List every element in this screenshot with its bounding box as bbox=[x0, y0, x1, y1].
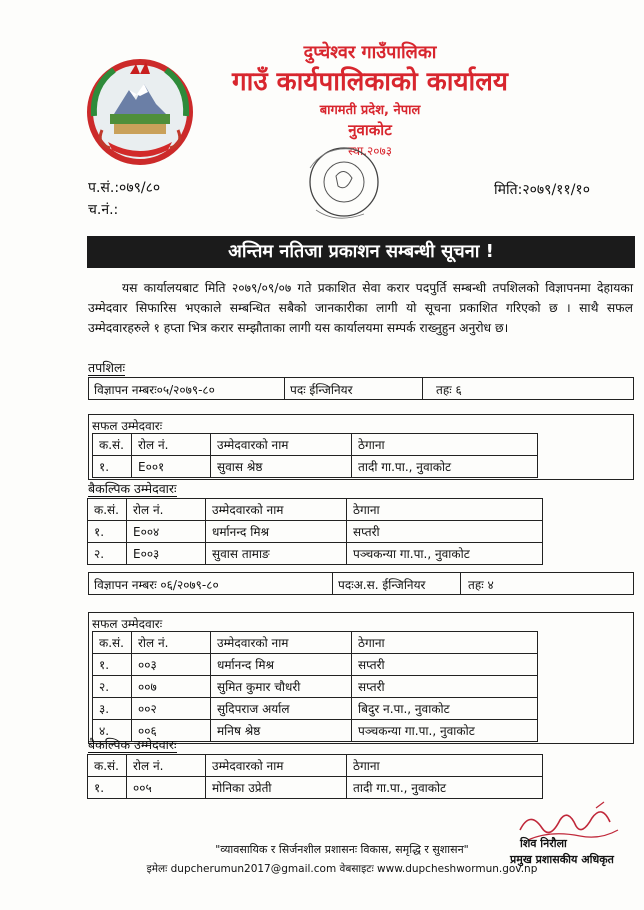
roll-cell: ००३ bbox=[132, 654, 211, 676]
table-row bbox=[88, 521, 543, 543]
col-address: ठेगाना bbox=[352, 632, 538, 654]
table-row bbox=[88, 777, 543, 799]
footer-contact: इमेलः dupcherumun2017@gmail.com वेबसाइटः www.dupcheshwormun.gov.np bbox=[146, 863, 538, 875]
address-cell: सप्तरी bbox=[352, 676, 538, 698]
roll-cell: E००१ bbox=[132, 456, 211, 478]
col-serial: क.सं. bbox=[88, 755, 127, 777]
ad2-alt-table bbox=[87, 754, 543, 799]
ad2-post: पदःअ.स. ईन्जिनियर bbox=[338, 578, 426, 592]
table-row bbox=[93, 676, 538, 698]
ad2-number: विज्ञापन नम्बरः ०६/२०७९-८० bbox=[94, 578, 219, 592]
name-cell: सुवास श्रेष्ठ bbox=[211, 456, 352, 478]
ad1-number: विज्ञापन नम्बरः०५/२०७९-८० bbox=[94, 383, 215, 397]
roll-cell: ००७ bbox=[132, 676, 211, 698]
serial-cell: २. bbox=[88, 543, 127, 565]
name-cell: मोनिका उप्रेती bbox=[206, 777, 347, 799]
footer-slogan: "व्यावसायिक र सिर्जनशील प्रशासनः विकास, समृद्धि र सुशासन" bbox=[215, 843, 469, 856]
ad2-level: तहः ४ bbox=[468, 578, 494, 592]
serial-cell: १. bbox=[93, 456, 132, 478]
address-cell: तादी गा.पा., नुवाकोट bbox=[352, 456, 538, 478]
address-cell: पञ्चकन्या गा.पा., नुवाकोट bbox=[352, 720, 538, 742]
roll-cell: E००३ bbox=[127, 543, 206, 565]
ad1-alt-label: बैकल्पिक उम्मेदवारः bbox=[88, 481, 177, 496]
col-roll: रोल नं. bbox=[127, 755, 206, 777]
table-header-row bbox=[93, 434, 538, 456]
table-row bbox=[93, 456, 538, 478]
notice-date: मिति:२०७९/११/१० bbox=[494, 182, 590, 198]
established-line: स्था.२०७३ bbox=[348, 144, 392, 158]
name-cell: मनिष श्रेष्ठ bbox=[211, 720, 352, 742]
col-roll: रोल नं. bbox=[127, 499, 206, 521]
municipality-name: दुप्चेश्वर गाउँपालिका bbox=[303, 42, 437, 63]
ad2-info-bar bbox=[88, 572, 634, 595]
province-line: बागमती प्रदेश, नेपाल bbox=[319, 103, 421, 118]
address-cell: सप्तरी bbox=[347, 521, 543, 543]
district-line: नुवाकोट bbox=[348, 121, 392, 139]
notice-body: यस कार्यालयबाट मिति २०७९/०९/०७ गते प्रकाशित सेवा करार पदपुर्ति सम्बन्धी तपशिलको विज्ञापनमा देहायका उम्मेदवार सिफारिस भएकाले सम्बन्धित सबैको जानकारीका लागी यो सूचना प्रकाशित गरिएको छ । साथै सफल उम्मेदवारहरुले १ हप्ता भित्र करार सम्झौताका लागी यस कार्यालयमा सम्पर्क राख्नुहुन अनुरोध छ। bbox=[88, 281, 633, 335]
letter-number: प.सं.:०७९/८० bbox=[88, 180, 161, 196]
details-label: तपशिलः bbox=[88, 360, 125, 375]
serial-cell: ४. bbox=[93, 720, 132, 742]
notice-title-banner: अन्तिम नतिजा प्रकाशन सम्बन्धी सूचना ! bbox=[87, 236, 635, 268]
address-cell: बिदुर न.पा., नुवाकोट bbox=[352, 698, 538, 720]
name-cell: धर्मानन्द मिश्र bbox=[211, 654, 352, 676]
ad1-success-table bbox=[92, 433, 538, 478]
table-header-row bbox=[93, 632, 538, 654]
roll-cell: ००२ bbox=[132, 698, 211, 720]
serial-cell: २. bbox=[93, 676, 132, 698]
serial-cell: १. bbox=[88, 777, 127, 799]
office-name: गाउँ कार्यपालिकाको कार्यालय bbox=[232, 67, 508, 97]
col-name: उम्मेदवारको नाम bbox=[211, 434, 352, 456]
dispatch-number: च.नं.: bbox=[88, 202, 119, 218]
serial-cell: १. bbox=[88, 521, 127, 543]
ad1-info-bar bbox=[88, 377, 634, 400]
col-name: उम्मेदवारको नाम bbox=[211, 632, 352, 654]
ad1-success-label: सफल उम्मेदवारः bbox=[92, 419, 163, 433]
ad1-level: तहः ६ bbox=[436, 383, 462, 397]
col-address: ठेगाना bbox=[352, 434, 538, 456]
name-cell: सुवास तामाङ bbox=[206, 543, 347, 565]
col-serial: क.सं. bbox=[93, 434, 132, 456]
address-cell: पञ्चकन्या गा.पा., नुवाकोट bbox=[347, 543, 543, 565]
ad1-alt-table bbox=[87, 498, 543, 565]
office-stamp bbox=[296, 138, 388, 228]
name-cell: सुमित कुमार चौधरी bbox=[211, 676, 352, 698]
table-header-row bbox=[88, 499, 543, 521]
table-row bbox=[88, 543, 543, 565]
col-address: ठेगाना bbox=[347, 755, 543, 777]
roll-cell: ००६ bbox=[132, 720, 211, 742]
address-cell: तादी गा.पा., नुवाकोट bbox=[347, 777, 543, 799]
table-header-row bbox=[88, 755, 543, 777]
col-roll: रोल नं. bbox=[132, 434, 211, 456]
roll-cell: ००५ bbox=[127, 777, 206, 799]
col-roll: रोल नं. bbox=[132, 632, 211, 654]
name-cell: सुदिपराज अर्याल bbox=[211, 698, 352, 720]
col-name: उम्मेदवारको नाम bbox=[206, 755, 347, 777]
ad2-success-table bbox=[92, 631, 538, 742]
col-name: उम्मेदवारको नाम bbox=[206, 499, 347, 521]
roll-cell: E००४ bbox=[127, 521, 206, 543]
address-cell: सप्तरी bbox=[352, 654, 538, 676]
ad2-success-label: सफल उम्मेदवारः bbox=[92, 617, 163, 631]
ad1-post: पदः ईन्जिनियर bbox=[290, 383, 353, 397]
signatory-title: प्रमुख प्रशासकीय अधिकृत bbox=[510, 853, 614, 866]
table-row bbox=[93, 654, 538, 676]
table-row bbox=[93, 698, 538, 720]
col-serial: क.सं. bbox=[88, 499, 127, 521]
col-serial: क.सं. bbox=[93, 632, 132, 654]
col-address: ठेगाना bbox=[347, 499, 543, 521]
ad2-alt-label: बैकल्पिक उम्मेदवारः bbox=[88, 737, 177, 752]
serial-cell: ३. bbox=[93, 698, 132, 720]
serial-cell: १. bbox=[93, 654, 132, 676]
name-cell: धर्मानन्द मिश्र bbox=[206, 521, 347, 543]
signatory-name: शिव निरौला bbox=[520, 837, 567, 850]
